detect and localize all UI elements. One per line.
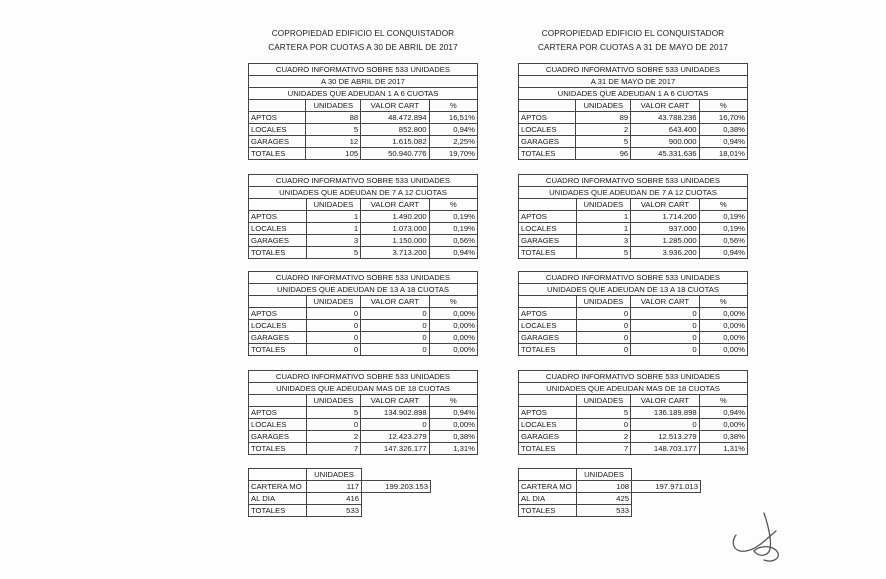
- header-blank-cell: [519, 199, 577, 211]
- row-label: LOCALES: [249, 124, 306, 136]
- row-label: TOTALES: [249, 344, 307, 356]
- row-label: TOTALES: [249, 247, 307, 259]
- percent-cell: 0,00%: [699, 419, 747, 431]
- cartera-table: [248, 174, 478, 259]
- row-label: GARAGES: [519, 136, 576, 148]
- table-row: [249, 308, 478, 320]
- percent-cell: 0,00%: [429, 308, 477, 320]
- table-title: A 31 DE MAYO DE 2017: [519, 76, 748, 88]
- table-title: UNIDADES QUE ADEUDAN DE 13 A 18 CUOTAS: [249, 284, 478, 296]
- column-header: UNIDADES: [306, 199, 361, 211]
- unidades-cell: 0: [576, 320, 631, 332]
- column-header: %: [429, 395, 477, 407]
- percent-cell: 0,94%: [429, 124, 477, 136]
- header-blank-cell: [249, 100, 306, 112]
- table-title: UNIDADES QUE ADEUDAN 1 A 6 CUOTAS: [519, 88, 748, 100]
- table-row: [249, 112, 478, 124]
- unidades-cell: 1: [306, 211, 361, 223]
- percent-cell: 19,70%: [429, 148, 477, 160]
- column-header: %: [699, 296, 747, 308]
- summary-row: [249, 493, 431, 505]
- column-header: VALOR CART: [361, 296, 430, 308]
- percent-cell: 0,94%: [699, 247, 747, 259]
- table-title: UNIDADES QUE ADEUDAN DE 13 A 18 CUOTAS: [519, 284, 748, 296]
- percent-cell: 0,94%: [429, 407, 477, 419]
- summary-label: CARTERA MO: [519, 481, 577, 493]
- cartera-table: [518, 174, 748, 259]
- unidades-cell: 5: [576, 247, 631, 259]
- summary-row: [249, 505, 431, 517]
- summary-label: AL DIA: [249, 493, 307, 505]
- percent-cell: 0,00%: [429, 419, 477, 431]
- valor-cart-cell: 0: [361, 308, 430, 320]
- table-title-row: [519, 76, 748, 88]
- unidades-cell: 0: [306, 320, 361, 332]
- row-label: APTOS: [519, 407, 577, 419]
- table-title-row: [249, 76, 478, 88]
- table-title-row: [249, 272, 478, 284]
- table-row: [249, 419, 478, 431]
- unidades-cell: 1: [306, 223, 361, 235]
- unidades-cell: 0: [306, 344, 361, 356]
- table-title: CUADRO INFORMATIVO SOBRE 533 UNIDADES: [519, 272, 748, 284]
- column-header: VALOR CART: [631, 199, 700, 211]
- valor-cart-cell: 0: [361, 320, 430, 332]
- table-title: CUADRO INFORMATIVO SOBRE 533 UNIDADES: [249, 64, 478, 76]
- unidades-cell: 3: [306, 235, 361, 247]
- unidades-cell: 0: [576, 332, 631, 344]
- table-title: CUADRO INFORMATIVO SOBRE 533 UNIDADES: [249, 175, 478, 187]
- unidades-cell: 0: [306, 419, 361, 431]
- percent-cell: 0,19%: [429, 211, 477, 223]
- table-title-row: [249, 175, 478, 187]
- table-row: [249, 344, 478, 356]
- header-blank-cell: [249, 296, 307, 308]
- percent-cell: 0,19%: [699, 211, 747, 223]
- row-label: APTOS: [519, 308, 577, 320]
- valor-cart-cell: 0: [631, 308, 700, 320]
- table-title-row: [519, 187, 748, 199]
- percent-cell: 0,38%: [699, 431, 747, 443]
- table-row: [519, 344, 748, 356]
- unidades-cell: 0: [576, 419, 631, 431]
- table-title-row: [519, 175, 748, 187]
- table-title: UNIDADES QUE ADEUDAN MAS DE 18 CUOTAS: [519, 383, 748, 395]
- table-row: [519, 320, 748, 332]
- unidades-cell: 89: [576, 112, 631, 124]
- table-row: [519, 419, 748, 431]
- valor-cart-cell: 1.285.000: [631, 235, 700, 247]
- summary-row: [249, 481, 431, 493]
- unidades-cell: 2: [576, 124, 631, 136]
- row-label: APTOS: [519, 112, 576, 124]
- table-title-row: [519, 383, 748, 395]
- header-blank-cell: [249, 469, 307, 481]
- column-header: UNIDADES: [576, 100, 631, 112]
- percent-cell: 0,38%: [699, 124, 747, 136]
- unidades-cell: 5: [306, 124, 361, 136]
- row-label: APTOS: [249, 112, 306, 124]
- valor-cart-cell: 1.490.200: [361, 211, 430, 223]
- cartera-table: [248, 370, 478, 455]
- unidades-cell: 1: [576, 223, 631, 235]
- summary-table: [518, 468, 701, 517]
- column-header: VALOR CART: [361, 395, 430, 407]
- percent-cell: 0,56%: [429, 235, 477, 247]
- unidades-cell: 2: [576, 431, 631, 443]
- row-label: APTOS: [249, 308, 307, 320]
- row-label: LOCALES: [519, 223, 577, 235]
- table-title: CUADRO INFORMATIVO SOBRE 533 UNIDADES: [249, 371, 478, 383]
- row-label: LOCALES: [519, 419, 577, 431]
- column-header-row: [249, 395, 478, 407]
- valor-cart-cell: 900.000: [631, 136, 699, 148]
- table-row: [249, 443, 478, 455]
- valor-cart-cell: 148.703.177: [631, 443, 700, 455]
- table-row: [249, 211, 478, 223]
- column-header-row: [249, 296, 478, 308]
- summary-valor: 199.203.153: [362, 481, 431, 493]
- valor-cart-cell: 0: [361, 344, 430, 356]
- column-header-row: [249, 100, 478, 112]
- row-label: GARAGES: [519, 235, 577, 247]
- column-header: %: [429, 100, 477, 112]
- column-header: UNIDADES: [306, 296, 361, 308]
- table-title-row: [249, 187, 478, 199]
- summary-header-row: [519, 469, 701, 481]
- valor-cart-cell: 12.513.279: [631, 431, 700, 443]
- valor-cart-cell: 1.073.000: [361, 223, 430, 235]
- row-label: LOCALES: [249, 223, 307, 235]
- summary-label: AL DIA: [519, 493, 577, 505]
- table-title-row: [519, 284, 748, 296]
- table-row: [249, 136, 478, 148]
- table-row: [519, 136, 748, 148]
- table-title: UNIDADES QUE ADEUDAN 1 A 6 CUOTAS: [249, 88, 478, 100]
- valor-cart-cell: 48.472.894: [361, 112, 429, 124]
- valor-cart-cell: 3.713.200: [361, 247, 430, 259]
- summary-label: TOTALES: [519, 505, 577, 517]
- table-row: [249, 235, 478, 247]
- percent-cell: 0,00%: [429, 344, 477, 356]
- row-label: TOTALES: [249, 148, 306, 160]
- document-header: [518, 27, 748, 55]
- cartera-table: [518, 63, 748, 160]
- table-title: CUADRO INFORMATIVO SOBRE 533 UNIDADES: [519, 64, 748, 76]
- summary-label: TOTALES: [249, 505, 307, 517]
- table-row: [249, 124, 478, 136]
- header-blank-cell: [249, 199, 307, 211]
- summary-unidades-header: UNIDADES: [307, 469, 362, 481]
- row-label: TOTALES: [519, 443, 577, 455]
- percent-cell: 0,19%: [699, 223, 747, 235]
- column-header-row: [519, 199, 748, 211]
- valor-cart-cell: 643.400: [631, 124, 699, 136]
- table-title: A 30 DE ABRIL DE 2017: [249, 76, 478, 88]
- percent-cell: 0,00%: [699, 332, 747, 344]
- signature-mark: [724, 505, 794, 565]
- unidades-cell: 0: [306, 308, 361, 320]
- percent-cell: 0,00%: [429, 332, 477, 344]
- percent-cell: 0,00%: [429, 320, 477, 332]
- row-label: APTOS: [249, 407, 307, 419]
- row-label: GARAGES: [249, 431, 307, 443]
- unidades-cell: 3: [576, 235, 631, 247]
- column-header: UNIDADES: [576, 199, 631, 211]
- table-title: CUADRO INFORMATIVO SOBRE 533 UNIDADES: [249, 272, 478, 284]
- header-blank-cell: [519, 100, 576, 112]
- valor-cart-cell: 0: [361, 419, 430, 431]
- summary-unidades: 416: [307, 493, 362, 505]
- column-header: %: [429, 199, 477, 211]
- cartera-table: [248, 271, 478, 356]
- summary-row: [519, 481, 701, 493]
- summary-valor: 197.971.013: [632, 481, 701, 493]
- valor-cart-cell: 0: [631, 344, 700, 356]
- column-header: UNIDADES: [306, 395, 361, 407]
- summary-unidades: 108: [577, 481, 632, 493]
- summary-header-row: [249, 469, 431, 481]
- valor-cart-cell: 45.331.636: [631, 148, 699, 160]
- unidades-cell: 0: [576, 344, 631, 356]
- row-label: APTOS: [519, 211, 577, 223]
- row-label: TOTALES: [249, 443, 307, 455]
- table-title-row: [519, 371, 748, 383]
- column-header: VALOR CART: [361, 199, 430, 211]
- header-line-2: CARTERA POR CUOTAS A 31 DE MAYO DE 2017: [538, 43, 728, 52]
- table-title: CUADRO INFORMATIVO SOBRE 533 UNIDADES: [519, 371, 748, 383]
- table-row: [519, 148, 748, 160]
- table-title: UNIDADES QUE ADEUDAN DE 7 A 12 CUOTAS: [249, 187, 478, 199]
- table-row: [519, 112, 748, 124]
- header-line-1: COPROPIEDAD EDIFICIO EL CONQUISTADOR: [541, 29, 725, 38]
- table-row: [519, 124, 748, 136]
- valor-cart-cell: 3.936.200: [631, 247, 700, 259]
- percent-cell: 0,38%: [429, 431, 477, 443]
- valor-cart-cell: 12.423.279: [361, 431, 430, 443]
- summary-unidades: 533: [307, 505, 362, 517]
- table-row: [519, 443, 748, 455]
- valor-cart-cell: 147.326.177: [361, 443, 430, 455]
- table-title-row: [249, 64, 478, 76]
- table-title-row: [249, 284, 478, 296]
- percent-cell: 1,31%: [429, 443, 477, 455]
- column-header: VALOR CART: [631, 395, 700, 407]
- row-label: GARAGES: [519, 431, 577, 443]
- header-blank-cell: [519, 469, 577, 481]
- column-header: VALOR CART: [631, 296, 700, 308]
- table-row: [519, 308, 748, 320]
- unidades-cell: 0: [576, 308, 631, 320]
- summary-row: [519, 505, 701, 517]
- table-row: [519, 235, 748, 247]
- column-header: %: [699, 199, 747, 211]
- table-row: [519, 431, 748, 443]
- percent-cell: 18,01%: [699, 148, 747, 160]
- unidades-cell: 7: [576, 443, 631, 455]
- row-label: TOTALES: [519, 344, 577, 356]
- header-line-1: COPROPIEDAD EDIFICIO EL CONQUISTADOR: [271, 29, 455, 38]
- percent-cell: 16,51%: [429, 112, 477, 124]
- header-line-2: CARTERA POR CUOTAS A 30 DE ABRIL DE 2017: [268, 43, 458, 52]
- column-header: UNIDADES: [306, 100, 361, 112]
- unidades-cell: 5: [576, 407, 631, 419]
- unidades-cell: 88: [306, 112, 361, 124]
- row-label: GARAGES: [249, 235, 307, 247]
- table-row: [249, 223, 478, 235]
- column-header: UNIDADES: [576, 296, 631, 308]
- table-row: [249, 407, 478, 419]
- table-title: UNIDADES QUE ADEUDAN MAS DE 18 CUOTAS: [249, 383, 478, 395]
- column-header: %: [699, 100, 747, 112]
- valor-cart-cell: 0: [631, 419, 700, 431]
- header-blank-cell: [249, 395, 307, 407]
- unidades-cell: 5: [576, 136, 631, 148]
- valor-cart-cell: 136.189.898: [631, 407, 700, 419]
- valor-cart-cell: 852.800: [361, 124, 429, 136]
- table-title: CUADRO INFORMATIVO SOBRE 533 UNIDADES: [519, 175, 748, 187]
- column-header: VALOR CART: [361, 100, 429, 112]
- table-title-row: [519, 88, 748, 100]
- valor-cart-cell: 43.788.236: [631, 112, 699, 124]
- row-label: LOCALES: [249, 320, 307, 332]
- column-header: UNIDADES: [576, 395, 631, 407]
- table-title-row: [249, 88, 478, 100]
- unidades-cell: 2: [306, 431, 361, 443]
- table-row: [249, 320, 478, 332]
- row-label: LOCALES: [519, 320, 577, 332]
- percent-cell: 0,00%: [699, 308, 747, 320]
- valor-cart-cell: 50.940.776: [361, 148, 429, 160]
- column-header: VALOR CART: [631, 100, 699, 112]
- unidades-cell: 96: [576, 148, 631, 160]
- valor-cart-cell: 937.000: [631, 223, 700, 235]
- table-title: UNIDADES QUE ADEUDAN DE 7 A 12 CUOTAS: [519, 187, 748, 199]
- column-header: %: [429, 296, 477, 308]
- column-header: %: [699, 395, 747, 407]
- table-row: [249, 247, 478, 259]
- summary-unidades-header: UNIDADES: [577, 469, 632, 481]
- cartera-table: [518, 370, 748, 455]
- summary-label: CARTERA MO: [249, 481, 307, 493]
- table-title-row: [249, 371, 478, 383]
- table-row: [249, 148, 478, 160]
- column-header-row: [519, 100, 748, 112]
- column-header-row: [519, 395, 748, 407]
- header-blank-cell: [519, 395, 577, 407]
- valor-cart-cell: 0: [631, 332, 700, 344]
- valor-cart-cell: 1.150.000: [361, 235, 430, 247]
- cartera-table: [518, 271, 748, 356]
- row-label: LOCALES: [519, 124, 576, 136]
- summary-row: [519, 493, 701, 505]
- row-label: TOTALES: [519, 247, 577, 259]
- document-header: [248, 27, 478, 55]
- table-row: [519, 332, 748, 344]
- table-title-row: [519, 64, 748, 76]
- unidades-cell: 1: [576, 211, 631, 223]
- row-label: GARAGES: [249, 332, 307, 344]
- valor-cart-cell: 1.615.082: [361, 136, 429, 148]
- valor-cart-cell: 1.714.200: [631, 211, 700, 223]
- column-header-row: [249, 199, 478, 211]
- percent-cell: 2,25%: [429, 136, 477, 148]
- percent-cell: 0,94%: [699, 136, 747, 148]
- row-label: GARAGES: [519, 332, 577, 344]
- percent-cell: 16,70%: [699, 112, 747, 124]
- summary-unidades: 533: [577, 505, 632, 517]
- valor-cart-cell: 134.902.898: [361, 407, 430, 419]
- table-title-row: [249, 383, 478, 395]
- table-row: [249, 332, 478, 344]
- row-label: APTOS: [249, 211, 307, 223]
- table-row: [519, 407, 748, 419]
- valor-cart-cell: 0: [631, 320, 700, 332]
- percent-cell: 0,00%: [699, 344, 747, 356]
- table-row: [519, 211, 748, 223]
- table-row: [519, 247, 748, 259]
- percent-cell: 0,56%: [699, 235, 747, 247]
- percent-cell: 0,00%: [699, 320, 747, 332]
- header-blank-cell: [519, 296, 577, 308]
- percent-cell: 1,31%: [699, 443, 747, 455]
- summary-unidades: 425: [577, 493, 632, 505]
- row-label: LOCALES: [249, 419, 307, 431]
- unidades-cell: 105: [306, 148, 361, 160]
- valor-cart-cell: 0: [361, 332, 430, 344]
- percent-cell: 0,94%: [699, 407, 747, 419]
- table-title-row: [519, 272, 748, 284]
- percent-cell: 0,19%: [429, 223, 477, 235]
- percent-cell: 0,94%: [429, 247, 477, 259]
- unidades-cell: 7: [306, 443, 361, 455]
- column-header-row: [519, 296, 748, 308]
- table-row: [249, 431, 478, 443]
- unidades-cell: 0: [306, 332, 361, 344]
- unidades-cell: 5: [306, 407, 361, 419]
- unidades-cell: 12: [306, 136, 361, 148]
- summary-unidades: 117: [307, 481, 362, 493]
- summary-table: [248, 468, 431, 517]
- cartera-table: [248, 63, 478, 160]
- row-label: GARAGES: [249, 136, 306, 148]
- table-row: [519, 223, 748, 235]
- row-label: TOTALES: [519, 148, 576, 160]
- unidades-cell: 5: [306, 247, 361, 259]
